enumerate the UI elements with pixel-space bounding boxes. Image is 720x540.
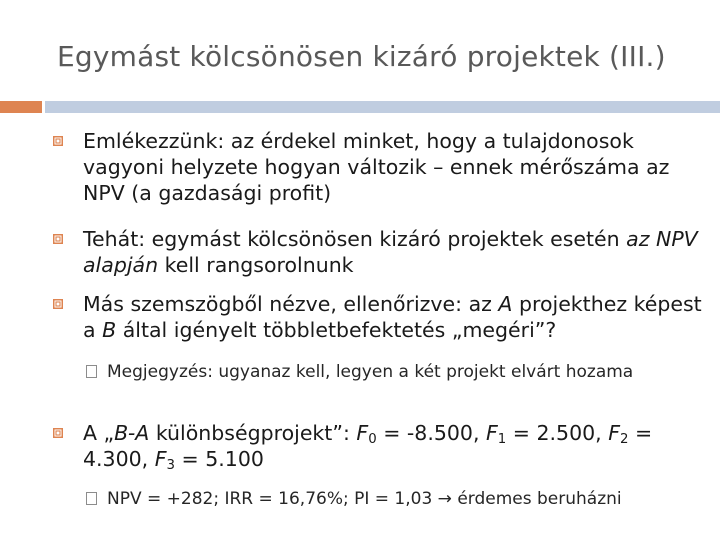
slide-title: Egymást kölcsönösen kizáró projektek (III.) bbox=[57, 40, 666, 73]
bullet-text: Más szemszögből nézve, ellenőrizve: az bbox=[83, 292, 499, 316]
difference-project-label: B-A bbox=[114, 421, 150, 445]
title-rule-bar bbox=[45, 101, 720, 113]
cashflow-value: = 4.300, bbox=[83, 421, 653, 471]
sub-bullet-item bbox=[107, 488, 707, 510]
project-a-label: A bbox=[498, 292, 513, 316]
bullet-emphasis: az NPV alapján bbox=[83, 227, 698, 277]
bullet-icon bbox=[53, 428, 63, 438]
sub-bullet-item bbox=[107, 361, 707, 383]
bullet-text: Tehát: egymást kölcsönösen kizáró projektek esetén bbox=[83, 227, 627, 251]
bullet-item bbox=[83, 291, 703, 343]
sub-bullet-text: Megjegyzés: ugyanaz kell, legyen a két projekt elvárt hozama bbox=[107, 362, 634, 382]
cashflow-index: 2 bbox=[620, 432, 629, 447]
cashflow-index: 0 bbox=[368, 432, 377, 447]
cashflow-value: = 2.500, bbox=[506, 421, 609, 445]
bullet-item bbox=[83, 128, 703, 206]
bullet-text: A „ bbox=[83, 421, 115, 445]
cashflow-var: F bbox=[154, 447, 167, 471]
cashflow-index: 1 bbox=[497, 432, 507, 447]
bullet-text: projekthez képest a bbox=[83, 292, 702, 342]
bullet-text: által igényelt többletbefektetés „megéri”? bbox=[116, 318, 557, 342]
bullet-text: kell rangsorolnunk bbox=[158, 253, 354, 277]
bullet-text: Emlékezzünk: az érdekel minket, hogy a tulajdonosok vagyoni helyzete hogyan változik – ennek mérőszáma az NPV (a gazdasági profit) bbox=[83, 129, 670, 205]
cashflow-var: F bbox=[356, 421, 369, 445]
bullet-icon bbox=[53, 234, 63, 244]
cashflow-var: F bbox=[608, 421, 621, 445]
bullet-item bbox=[83, 226, 703, 278]
cashflow-value: = -8.500, bbox=[376, 421, 486, 445]
sub-bullet-icon bbox=[86, 492, 97, 505]
sub-bullet-text: NPV = +282; IRR = 16,76%; PI = 1,03 → érdemes beruházni bbox=[107, 489, 622, 509]
sub-bullet-icon bbox=[86, 365, 97, 378]
cashflow-value: = 5.100 bbox=[175, 447, 264, 471]
bullet-text: különbségprojekt”: bbox=[149, 421, 357, 445]
bullet-icon bbox=[53, 299, 63, 309]
bullet-icon bbox=[53, 136, 63, 146]
cashflow-index: 3 bbox=[166, 458, 176, 473]
project-b-label: B bbox=[102, 318, 117, 342]
cashflow-var: F bbox=[486, 421, 498, 445]
bullet-item bbox=[83, 420, 703, 472]
title-accent-bar bbox=[0, 101, 42, 113]
